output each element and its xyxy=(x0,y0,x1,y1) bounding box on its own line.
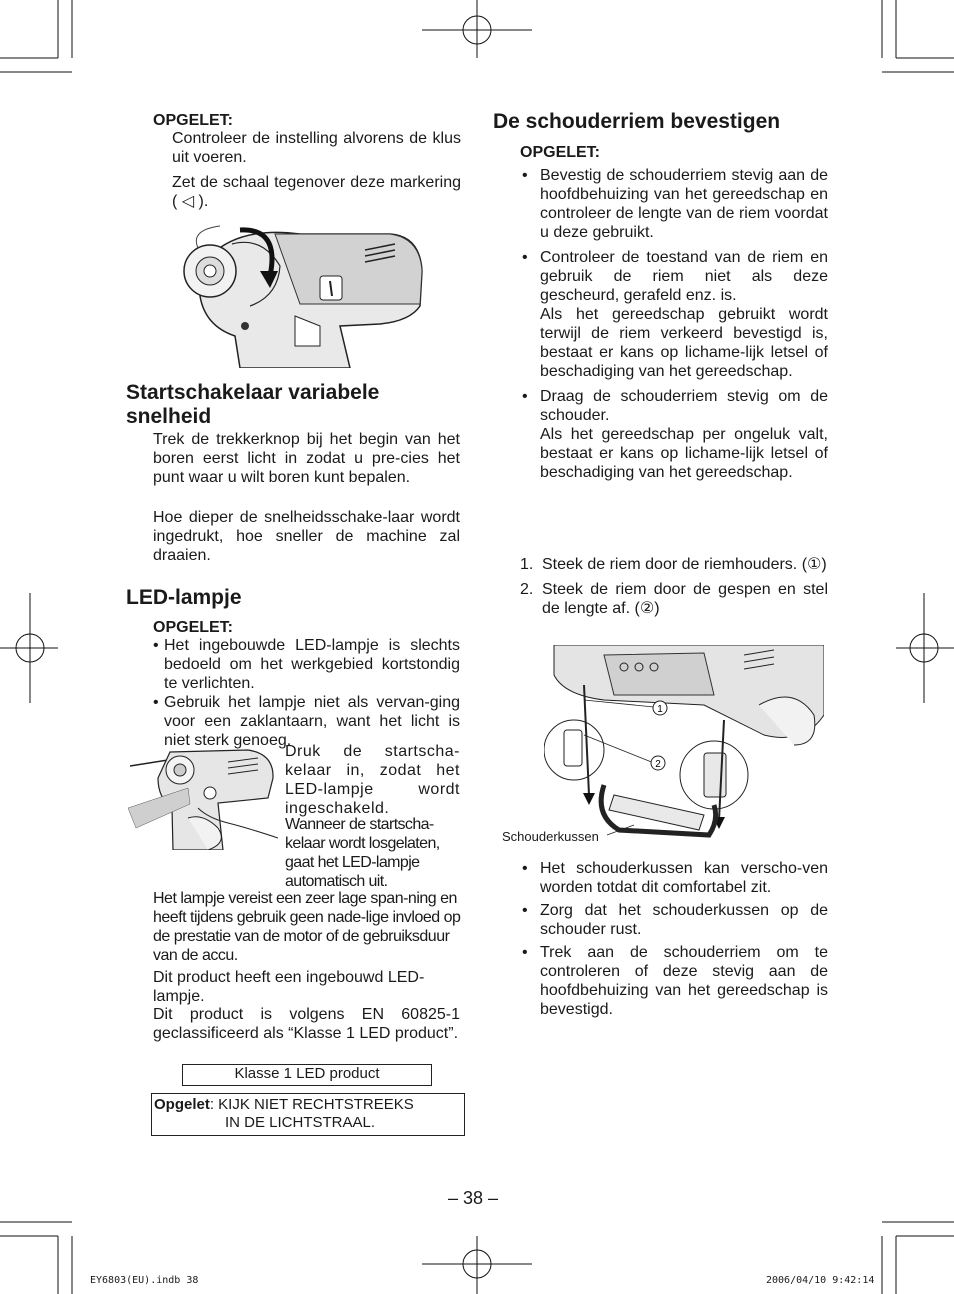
led-paragraph-2: Dit product heeft een ingebouwd LED-lampje. xyxy=(153,969,425,1005)
footer-date: 2006/04/10 9:42:14 xyxy=(766,1275,875,1286)
warning-text-1: : KIJK NIET RECHTSTREEKS xyxy=(209,1096,414,1113)
led-side-text-2: Wanneer de startscha-kelaar wordt losgelaten, gaat het LED-lampje automatisch uit. xyxy=(285,816,440,890)
shoulder-strap-illustration xyxy=(544,645,824,845)
drill-led-illustration xyxy=(128,748,278,850)
figure-label-shoulder-pad: Schouderkussen xyxy=(502,829,599,844)
footer-file: EY6803(EU).indb 38 xyxy=(90,1275,199,1286)
section-title-led: LED-lampje xyxy=(126,586,242,609)
list-item: • Trek aan de schouderriem om te controleren of deze stevig aan de hoofdbehuizing van het gereedschap is bevestigd. xyxy=(520,943,828,1019)
caution-text-marker: Zet de schaal tegenover deze markering ( ◁ ). xyxy=(172,174,461,210)
list-item: • Het ingebouwde LED-lampje is slechts bedoeld om het werkgebied kortstondig te verlichten. xyxy=(153,636,460,693)
warning-label: Opgelet xyxy=(154,1096,210,1113)
list-item: • Gebruik het lampje niet als vervan-ging voor een zaklantaarn, want het licht is niet sterk genoeg. xyxy=(153,693,460,750)
section-title-shoulder-strap: De schouderriem bevestigen xyxy=(493,110,781,133)
callout-2: 2 xyxy=(655,759,661,770)
strap-steps xyxy=(520,555,828,624)
section-title-trigger: Startschakelaar variabele snelheid xyxy=(126,381,380,428)
warning-text-2: IN DE LICHTSTRAAL. xyxy=(225,1114,376,1131)
drill-illustration-clutch xyxy=(180,216,430,368)
class-1-led-label: Klasse 1 LED product xyxy=(234,1065,380,1082)
led-paragraph-3: Dit product is volgens EN 60825-1 geclassificeerd als “Klasse 1 LED product”. xyxy=(153,1006,460,1042)
page-number: – 38 – xyxy=(448,1188,499,1208)
class-1-led-box xyxy=(182,1064,432,1086)
strap-notes-list xyxy=(520,859,828,1025)
list-item: • Bevestig de schouderriem stevig aan de hoofdbehuizing van het gereedschap en controleer de lengte van de riem voordat u deze gebruikt. xyxy=(520,166,828,242)
step-item: 1. Steek de riem door de riemhouders. (①) xyxy=(520,556,827,573)
led-caution-list xyxy=(153,636,460,750)
trigger-paragraph-1: Trek de trekkerknop bij het begin van het boren eerst licht in zodat u pre-cies het punt waar u wilt boren kunt bepalen. xyxy=(153,431,460,486)
led-paragraph-1: Het lampje vereist een zeer lage span-ning en heeft tijdens gebruik geen nade-lige invloed op de prestatie van de motor of de gebruiksduur van de accu. xyxy=(153,890,461,964)
step-item: 2. Steek de riem door de gespen en stel de lengte af. (②) xyxy=(520,581,828,617)
list-item: • Zorg dat het schouderkussen op de schouder rust. xyxy=(520,901,828,939)
warning-box xyxy=(151,1093,465,1136)
strap-caution-label: OPGELET: xyxy=(520,144,601,161)
list-item: • Controleer de toestand van de riem en gebruik de riem niet als deze gescheurd, gerafeld enz. is. Als het gereedschap gebruikt wordt terwijl de riem verkeerd bevestigd is, bestaat er kans op lichame-lijk letsel of beschadiging van het gereedschap. xyxy=(520,248,828,381)
led-side-text-1: Druk de startscha-kelaar in, zodat het LED-lampje wordt ingeschakeld. xyxy=(285,743,460,817)
caution-label: OPGELET: xyxy=(153,112,234,129)
list-item: • Het schouderkussen kan verscho-ven worden totdat dit comfortabel zit. xyxy=(520,859,828,897)
caution-text: Controleer de instelling alvorens de klus uit voeren. xyxy=(172,130,461,166)
strap-caution-list xyxy=(520,166,828,488)
trigger-paragraph-2: Hoe dieper de snelheidsschake-laar wordt ingedrukt, hoe sneller de machine zal draaien. xyxy=(153,509,460,564)
led-caution-label: OPGELET: xyxy=(153,619,234,636)
list-item: • Draag de schouderriem stevig om de schouder. Als het gereedschap per ongeluk valt, bestaat er kans op lichame-lijk letsel of beschadiging van het gereedschap. xyxy=(520,387,828,482)
callout-1: 1 xyxy=(657,704,663,715)
